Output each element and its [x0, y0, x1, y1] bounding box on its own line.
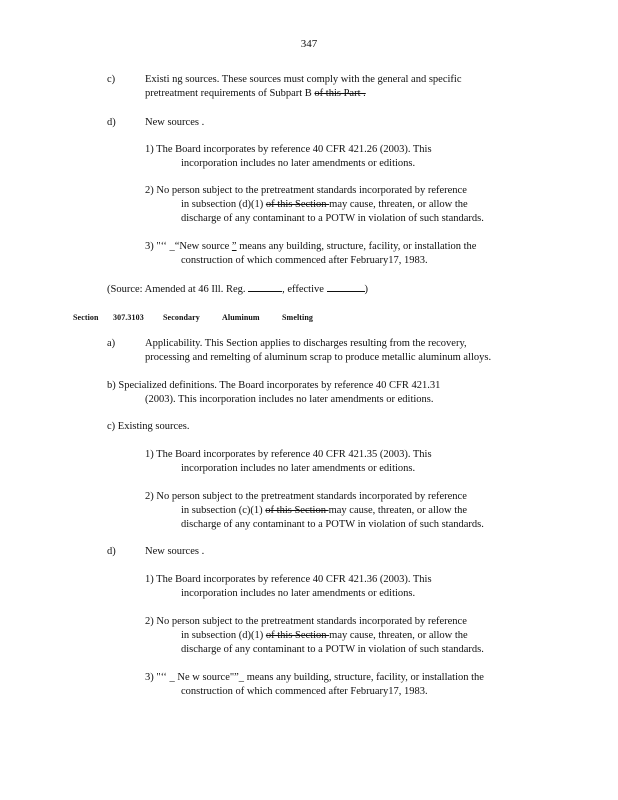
new-sources-heading-2: New sources . [145, 546, 205, 557]
new-sources-heading: New sources . [145, 117, 205, 128]
struck-text: of this Section [265, 199, 330, 210]
section-title-word-3: Smelting [282, 313, 314, 322]
struck-text: of this Part . [314, 88, 366, 99]
applicability-line-2: processing and remelting of aluminum scrap to produce metallic aluminum alloys. [145, 352, 492, 363]
paragraph-label-d: d) [107, 117, 116, 128]
existing-sources-item2-line3: discharge of any contaminant to a POTW in violation of such standards. [181, 519, 484, 530]
existing-sources-line-2: pretreatment requirements of Subpart B of this Part . [145, 88, 366, 99]
new-sources-item3-line2: construction of which commenced after February17, 1983. [181, 255, 428, 266]
paragraph-label-d-2: d) [107, 546, 116, 557]
new-sources-item2-line1: 2) No person subject to the pretreatment standards incorporated by reference [145, 185, 467, 196]
paragraph-label-a: a) [107, 338, 116, 349]
new-sources-2-item3-line1: 3) "‘‘ _ Ne w source"”_ means any building, structure, facility, or installation the [145, 672, 484, 683]
specialized-definitions-line-2: (2003). This incorporation includes no later amendments or editions. [145, 394, 434, 405]
new-sources-item1-line1: 1) The Board incorporates by reference 40 CFR 421.26 (2003). This [145, 144, 432, 155]
new-sources-item2-line3: discharge of any contaminant to a POTW in violation of such standards. [181, 213, 484, 224]
new-sources-2-item2-line2: in subsection (d)(1) of this Section may cause, threaten, or allow the [181, 630, 468, 641]
struck-text: of this Section [265, 630, 330, 641]
existing-sources-heading: c) Existing sources. [107, 421, 190, 432]
blank-line [327, 282, 365, 292]
paragraph-label-c: c) [107, 74, 116, 85]
new-sources-2-item1-line2: incorporation includes no later amendments or editions. [181, 588, 416, 599]
section-title-word-1: Secondary [163, 313, 200, 322]
existing-sources-item2-line1: 2) No person subject to the pretreatment standards incorporated by reference [145, 491, 467, 502]
new-sources-item3-line1: 3) "‘‘ _“New source ” means any building, structure, facility, or installation the [145, 241, 477, 252]
source-note: (Source: Amended at 46 Ill. Reg. , effective ) [107, 284, 369, 295]
existing-sources-item2-line2: in subsection (c)(1) of this Section may cause, threaten, or allow the [181, 505, 468, 516]
specialized-definitions-line-1: b) Specialized definitions. The Board incorporates by reference 40 CFR 421.31 [107, 380, 441, 391]
page-number: 347 [300, 38, 318, 50]
new-sources-item2-line2: in subsection (d)(1) of this Section may cause, threaten, or allow the [181, 199, 468, 210]
blank-line [248, 282, 282, 292]
new-sources-2-item3-line2: construction of which commenced after February17, 1983. [181, 686, 428, 697]
existing-sources-item1-line2: incorporation includes no later amendments or editions. [181, 463, 416, 474]
new-sources-2-item2-line1: 2) No person subject to the pretreatment standards incorporated by reference [145, 616, 467, 627]
existing-sources-item1-line1: 1) The Board incorporates by reference 40 CFR 421.35 (2003). This [145, 449, 432, 460]
section-word: Section [73, 313, 99, 322]
section-number: 307.3103 [113, 313, 144, 322]
applicability-line-1: Applicability. This Section applies to discharges resulting from the recovery, [145, 338, 467, 349]
new-sources-2-item1-line1: 1) The Board incorporates by reference 40 CFR 421.36 (2003). This [145, 574, 432, 585]
new-sources-item1-line2: incorporation includes no later amendments or editions. [181, 158, 416, 169]
existing-sources-line-1: Existi ng sources. These sources must comply with the general and specific [145, 74, 462, 85]
struck-text: of this Section [265, 505, 329, 516]
new-sources-2-item2-line3: discharge of any contaminant to a POTW in violation of such standards. [181, 644, 484, 655]
section-title-word-2: Aluminum [222, 313, 260, 322]
